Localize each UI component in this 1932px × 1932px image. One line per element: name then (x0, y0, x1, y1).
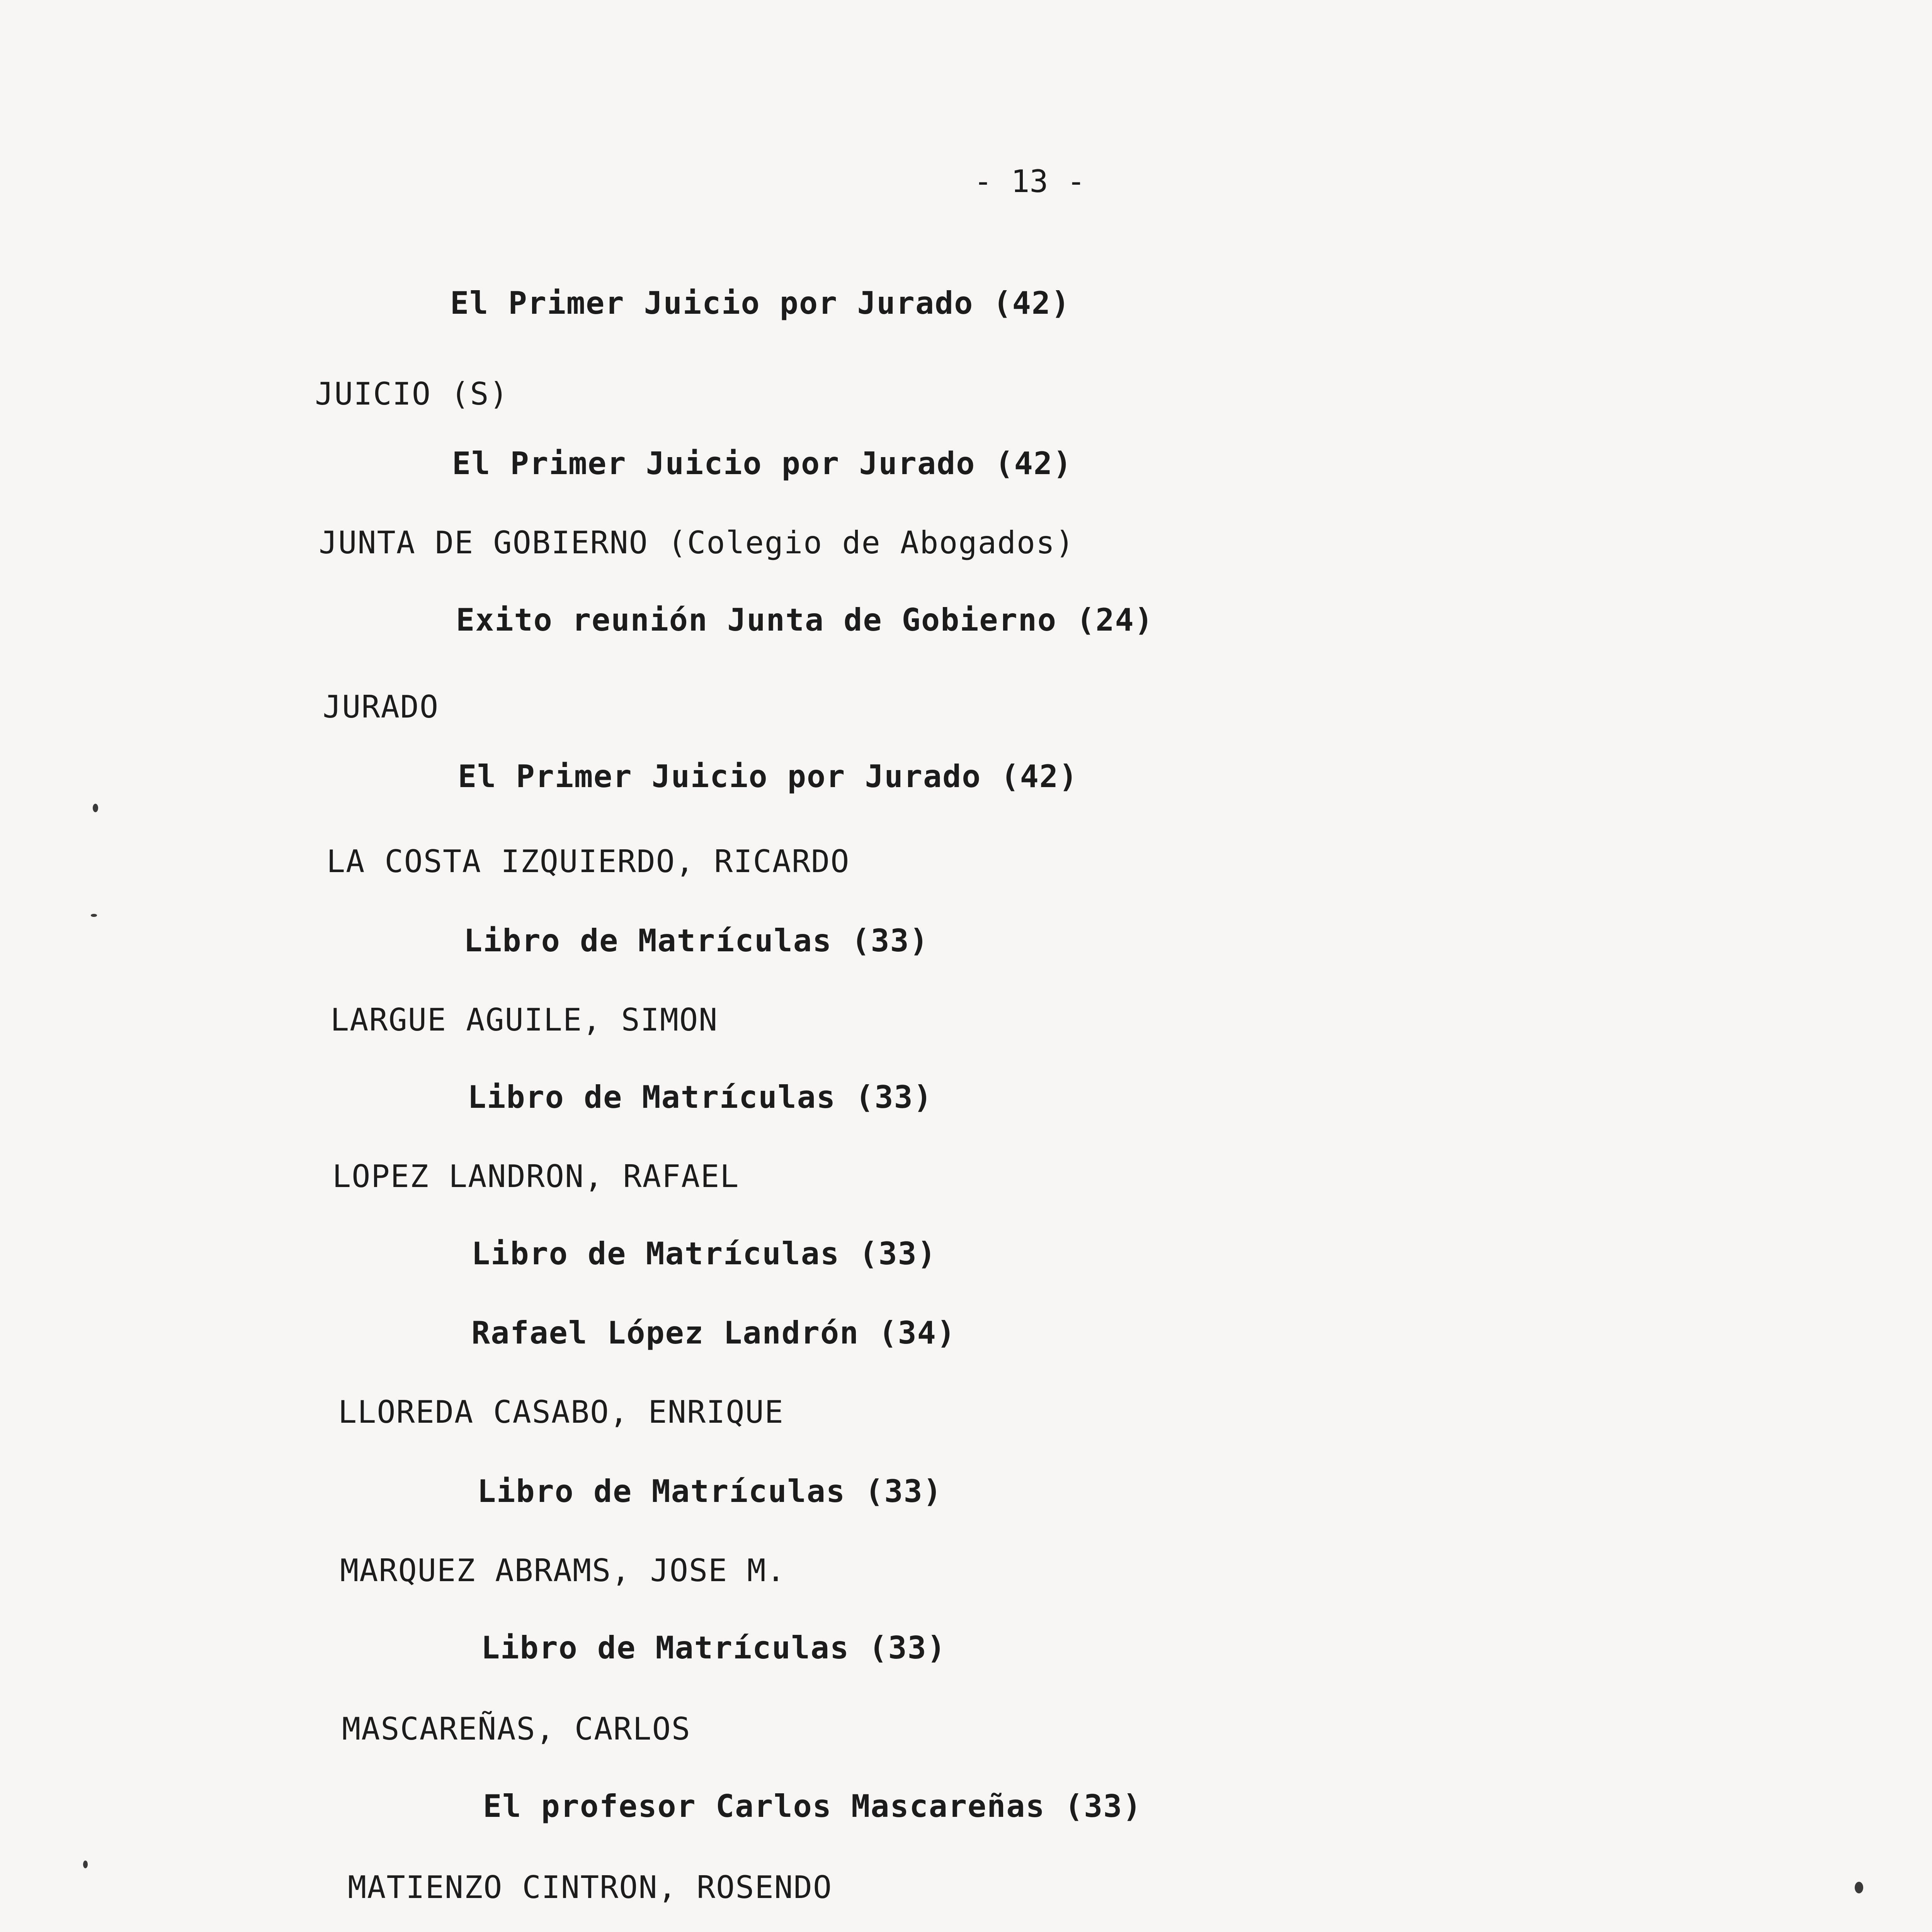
scan-speck (1855, 1882, 1863, 1893)
index-heading: MASCAREÑAS, CARLOS (342, 1711, 691, 1747)
page-number: - 13 - (974, 163, 1085, 199)
index-entry: Libro de Matrículas (33) (464, 923, 929, 959)
index-entry: Libro de Matrículas (33) (477, 1473, 942, 1509)
scan-speck (83, 1861, 88, 1868)
index-entry: El Primer Juicio por Jurado (42) (458, 759, 1078, 794)
index-heading: LA COSTA IZQUIERDO, RICARDO (327, 844, 850, 879)
index-entry: Rafael López Landrón (34) (471, 1315, 956, 1351)
index-entry: El Primer Juicio por Jurado (42) (450, 285, 1071, 321)
index-heading: MARQUEZ ABRAMS, JOSE M. (340, 1553, 786, 1588)
index-entry: Exito reunión Junta de Gobierno (24) (456, 602, 1154, 638)
index-heading: JURADO (323, 689, 439, 725)
scan-speck (91, 914, 97, 917)
index-heading: JUNTA DE GOBIERNO (Colegio de Abogados) (319, 525, 1075, 561)
index-entry: Libro de Matrículas (33) (471, 1236, 937, 1272)
index-heading: JUICIO (S) (315, 376, 509, 412)
index-entry: Libro de Matrículas (33) (468, 1079, 933, 1115)
index-entry: El profesor Carlos Mascareñas (33) (483, 1788, 1142, 1824)
index-entry: El Primer Juicio por Jurado (42) (452, 446, 1073, 481)
index-heading: MATIENZO CINTRON, ROSENDO (348, 1869, 833, 1905)
index-heading: LLOREDA CASABO, ENRIQUE (338, 1394, 784, 1430)
index-heading: LOPEZ LANDRON, RAFAEL (332, 1158, 740, 1194)
index-heading: LARGUE AGUILE, SIMON (330, 1002, 718, 1038)
index-entry: Libro de Matrículas (33) (481, 1630, 946, 1666)
scan-speck (93, 804, 98, 812)
